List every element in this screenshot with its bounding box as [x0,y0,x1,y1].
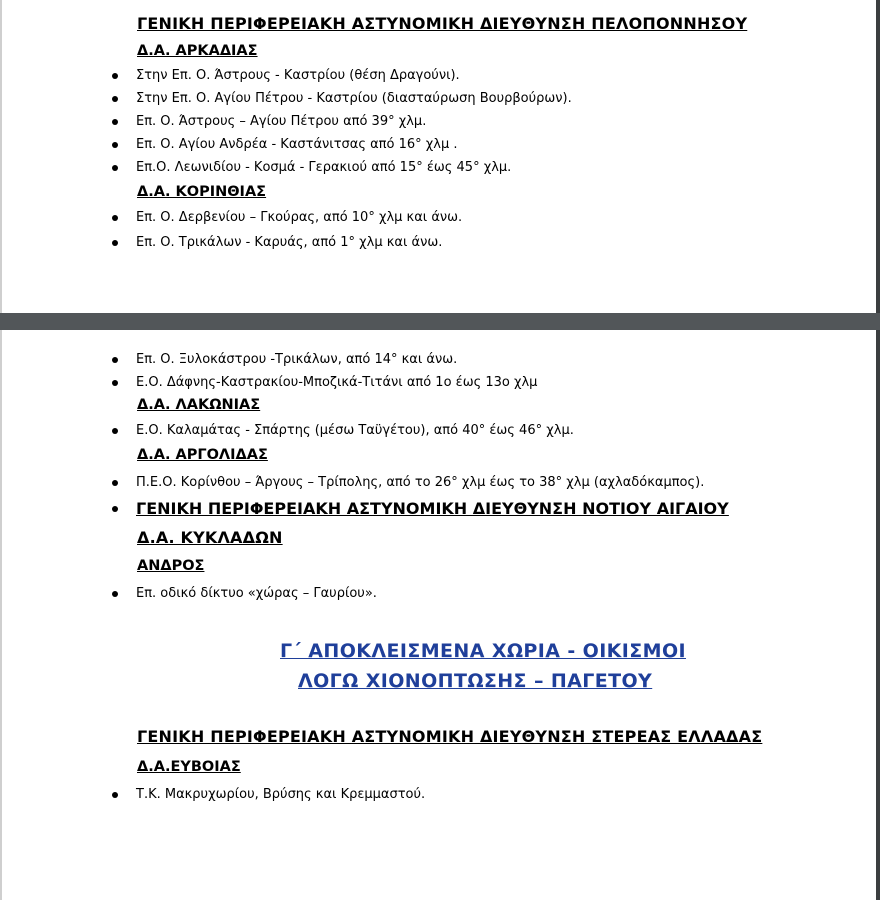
page-edge [0,0,2,313]
bullet-icon [112,240,118,246]
bullet-icon [112,73,118,79]
list-item: Ε.Ο. Καλαμάτας - Σπάρτης (μέσω Ταϋγέτου), από 40° έως 46° χλμ. [112,423,574,438]
list-item: Επ. Ο. Άστρους – Αγίου Πέτρου από 39° χλμ. [112,114,426,129]
list-item: Τ.Κ. Μακρυχωρίου, Βρύσης και Κρεμμαστού. [112,787,425,802]
list-item-header-notiou: ΓΕΝΙΚΗ ΠΕΡΙΦΕΡΕΙΑΚΗ ΑΣΤΥΝΟΜΙΚΗ ΔΙΕΥΘΥΝΣΗ ΝΟΤΙΟΥ ΑΙΓΑΙΟΥ [112,499,729,518]
bullet-icon [112,215,118,221]
subheading-arkadias: Δ.Α. ΑΡΚΑΔΙΑΣ [137,43,258,59]
bullet-icon [112,165,118,171]
subheading-korinthias: Δ.Α. ΚΟΡΙΝΘΙΑΣ [137,184,267,200]
list-item: Επ. Ο. Αγίου Ανδρέα - Καστάνιτσας από 16° χλμ . [112,137,458,152]
subheading-lakonias: Δ.Α. ΛΑΚΩΝΙΑΣ [137,397,261,413]
section-title-line2: ΛΟΓΩ ΧΙΟΝΟΠΤΩΣΗΣ – ΠΑΓΕΤΟΥ [298,670,653,692]
list-item: Στην Επ. Ο. Άστρους - Καστρίου (θέση Δραγούνι). [112,68,460,83]
list-item: Π.Ε.Ο. Κορίνθου – Άργους – Τρίπολης, από το 26° χλμ έως το 38° χλμ (αχλαδόκαμπος). [112,475,704,490]
subheading-argolidas: Δ.Α. ΑΡΓΟΛΙΔΑΣ [137,447,268,463]
bullet-icon [112,428,118,434]
section-title-line1: Γ΄ ΑΠΟΚΛΕΙΣΜΕΝΑ ΧΩΡΙΑ - ΟΙΚΙΣΜΟΙ [280,640,686,662]
bullet-icon [112,357,118,363]
bullet-icon [112,142,118,148]
list-item: Επ. οδικό δίκτυο «χώρας – Γαυρίου». [112,586,377,601]
bullet-icon [112,119,118,125]
subheading-kykladon: Δ.Α. ΚΥΚΛΑΔΩΝ [137,528,283,547]
bullet-icon [112,380,118,386]
bullet-icon [112,792,118,798]
list-item: Επ. Ο. Δερβενίου – Γκούρας, από 10° χλμ και άνω. [112,210,462,225]
list-item: Επ. Ο. Ξυλοκάστρου -Τρικάλων, από 14° και άνω. [112,352,457,367]
bullet-icon [112,480,118,486]
subheading-andros: ΑΝΔΡΟΣ [137,558,205,574]
bullet-icon [112,591,118,597]
region-header-stereas: ΓΕΝΙΚΗ ΠΕΡΙΦΕΡΕΙΑΚΗ ΑΣΤΥΝΟΜΙΚΗ ΔΙΕΥΘΥΝΣΗ ΣΤΕΡΕΑΣ ΕΛΛΑΔΑΣ [137,727,763,746]
document-page-1 [0,0,880,313]
region-header-peloponnisou: ΓΕΝΙΚΗ ΠΕΡΙΦΕΡΕΙΑΚΗ ΑΣΤΥΝΟΜΙΚΗ ΔΙΕΥΘΥΝΣΗ ΠΕΛΟΠΟΝΝΗΣΟΥ [137,14,748,33]
bullet-icon [112,506,118,512]
list-item: Ε.Ο. Δάφνης-Καστρακίου-Μποζικά-Τιτάνι από 1ο έως 13ο χλμ [112,375,537,390]
list-item: Στην Επ. Ο. Αγίου Πέτρου - Καστρίου (διασταύρωση Βουρβούρων). [112,91,572,106]
document-page-2 [0,330,880,900]
bullet-icon [112,96,118,102]
subheading-evoias: Δ.Α.ΕΥΒΟΙΑΣ [137,759,241,775]
page-edge [0,330,2,900]
list-item: Επ. Ο. Τρικάλων - Καρυάς, από 1° χλμ και άνω. [112,235,442,250]
list-item: Επ.Ο. Λεωνιδίου - Κοσμά - Γερακιού από 15° έως 45° χλμ. [112,160,511,175]
